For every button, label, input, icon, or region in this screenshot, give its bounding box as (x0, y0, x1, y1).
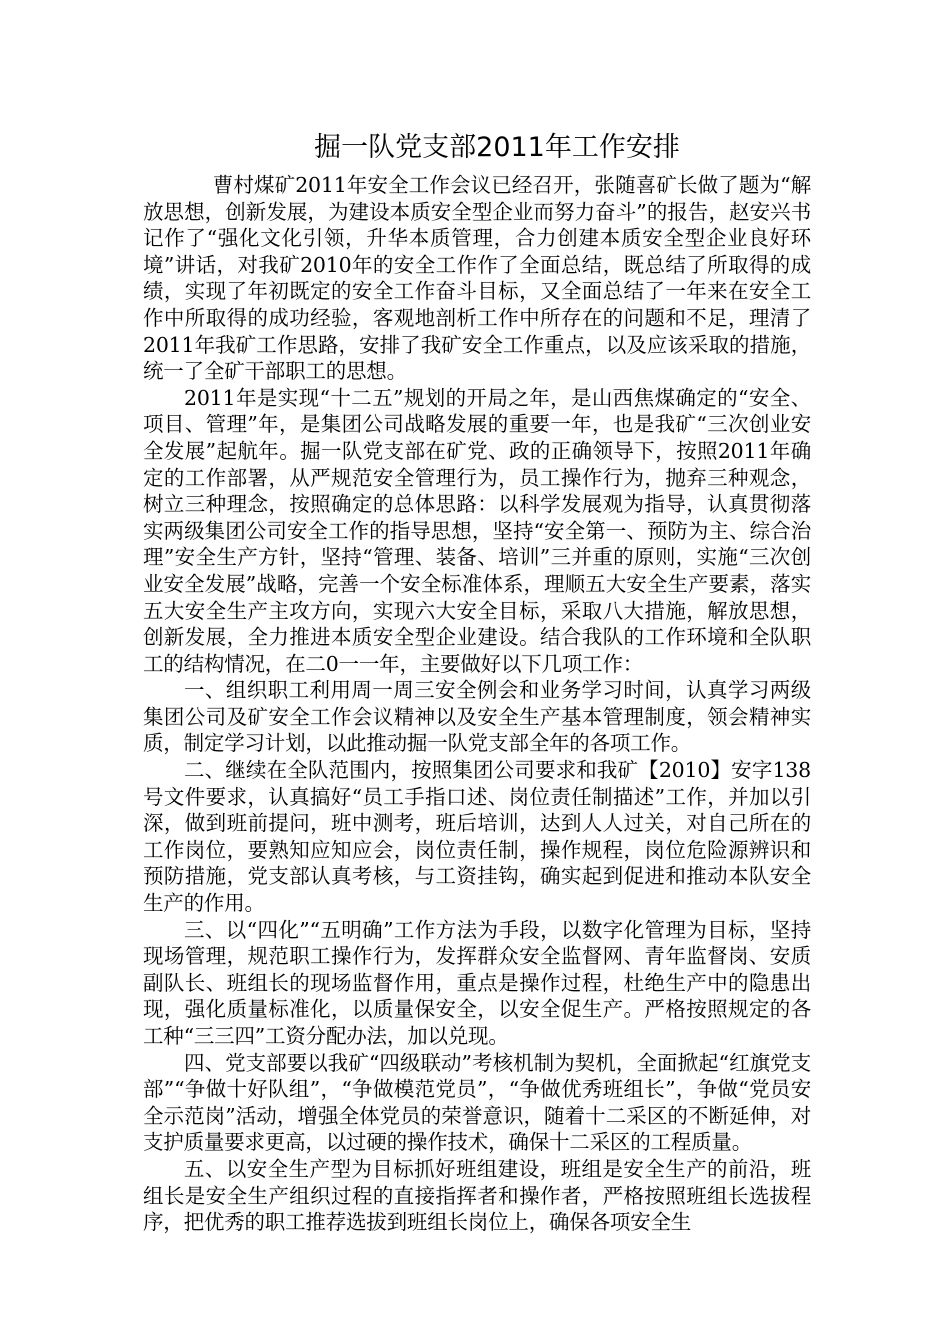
paragraph-item-4: 四、党支部要以我矿“四级联动”考核机制为契机，全面掀起“红旗党支部”“争做十好队组”，“争做模范党员”，“争做优秀班组长”，争做“党员安全示范岗”活动，增强全体党员的荣誉意识，随着十二采区的不断延伸，对支护质量要求更高，以过硬的操作技术，确保十二采区的工程质量。 (143, 1050, 811, 1155)
paragraph-item-3: 三、以“四化”“五明确”工作方法为手段，以数字化管理为目标，坚持现场管理，规范职工操作行为，发挥群众安全监督网、青年监督岗、安质副队长、班组长的现场监督作用，重点是操作过程，杜绝生产中的隐患出现，强化质量标准化，以质量保安全，以安全促生产。严格按照规定的各工种“三三四”工资分配办法，加以兑现。 (143, 917, 811, 1048)
paragraph-item-1: 一、组织职工利用周一周三安全例会和业务学习时间，认真学习两级集团公司及矿安全工作会议精神以及安全生产基本管理制度，领会精神实质，制定学习计划，以此推动掘一队党支部全年的各项工作。 (143, 678, 811, 756)
document-title: 掘一队党支部2011年工作安排 (314, 132, 680, 163)
paragraph-item-2: 二、继续在全队范围内，按照集团公司要求和我矿【2010】安字138号文件要求，认真搞好“员工手指口述、岗位责任制描述”工作，并加以引深，做到班前提问，班中测考，班后培训，达到人人过关，对自己所在的工作岗位，要熟知应知应会，岗位责任制，操作规程，岗位危险源辨识和预防措施，党支部认真考核，与工资挂钩，确实起到促进和推动本队安全生产的作用。 (143, 758, 811, 916)
paragraph-overview: 2011年是实现“十二五”规划的开局之年，是山西焦煤确定的“安全、项目、管理”年，是集团公司战略发展的重要一年，也是我矿“三次创业安全发展”起航年。掘一队党支部在矿党、政的正确领导下，按照2011年确定的工作部署，从严规范安全管理行为，员工操作行为，抛弃三种观念，树立三种理念，按照确定的总体思路：以科学发展观为指导，认真贯彻落实两级集团公司安全工作的指导思想，坚持“安全第一、预防为主、综合治理”安全生产方针，坚持“管理、装备、培训”三并重的原则，实施“三次创业安全发展”战略，完善一个安全标准体系，理顺五大安全生产要素，落实五大安全生产主攻方向，实现六大安全目标，采取八大措施，解放思想，创新发展，全力推进本质安全型企业建设。结合我队的工作环境和全队职工的结构情况，在二0一一年，主要做好以下几项工作： (143, 385, 811, 676)
document-page (143, 128, 811, 1236)
paragraph-intro: 曹村煤矿2011年安全工作会议已经召开，张随喜矿长做了题为“解放思想，创新发展，为建设本质安全型企业而努力奋斗”的报告，赵安兴书记作了“强化文化引领，升华本质管理，合力创建本质安全型企业良好环境”讲话，对我矿2010年的安全工作作了全面总结，既总结了所取得的成绩，实现了年初既定的安全工作奋斗目标，又全面总结了一年来在安全工作中所取得的成功经验，客观地剖析工作中所存在的问题和不足，理清了2011年我矿工作思路，安排了我矿安全工作重点，以及应该采取的措施，统一了全矿干部职工的思想。 (143, 173, 811, 384)
paragraph-item-5: 五、以安全生产型为目标抓好班组建设，班组是安全生产的前沿，班组长是安全生产组织过程的直接指挥者和操作者，严格按照班组长选拔程序，把优秀的职工推荐选拔到班组长岗位上，确保各项安全生 (143, 1156, 811, 1235)
